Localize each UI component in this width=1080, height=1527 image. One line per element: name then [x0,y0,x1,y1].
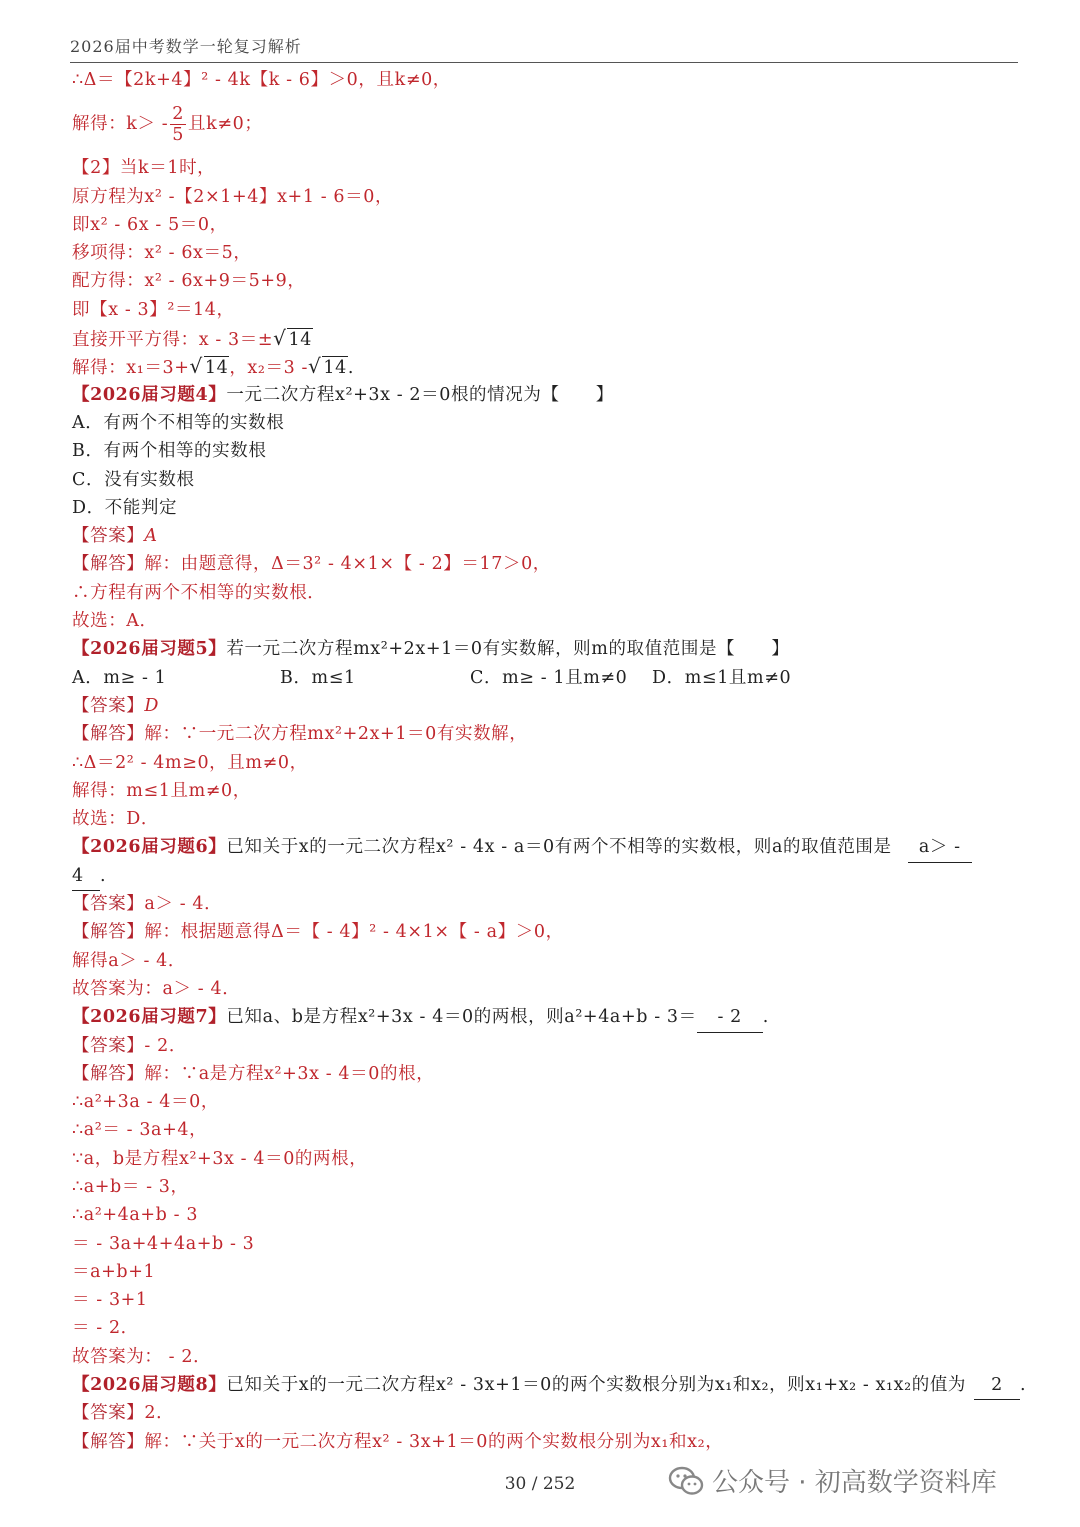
text-segment: ，x₂＝3 - [229,358,309,379]
answer-blank: 4 [72,862,100,891]
answer-line [72,890,1012,918]
answer-value: D [144,695,160,716]
fraction-numerator: 2 [172,104,185,125]
solution-line [72,1428,1012,1456]
answer-value: 2． [144,1403,175,1424]
solution-line: 故选：D． [72,809,160,830]
text-line: 移项得：x² - 6x＝5， [72,243,252,264]
solution-line: ∴方程有两个不相等的实数根． [72,582,326,603]
solution-line [72,918,1012,946]
question-label: 【2026届习题7】 [72,1007,227,1028]
answer-value: a＞ - 4． [144,894,223,915]
sqrt-icon: √ [273,326,287,351]
option-c: C．没有实数根 [72,469,195,490]
solution-text: 解：由题意得，Δ＝3² - 4×1×【 - 2】＝17＞0， [144,554,551,575]
solution-line [72,550,1012,578]
solution-label: 【解答】 [72,1063,145,1084]
text-segment: . [1020,1375,1027,1396]
solution-line: 解得a＞ - 4． [72,950,187,971]
options-row [72,664,1012,692]
solution-label: 【解答】 [72,724,145,745]
answer-value: - 2． [144,1035,187,1056]
text-line: 配方得：x² - 6x+9＝5+9， [72,271,306,292]
answer-line [72,522,1012,550]
option-d: D．不能判定 [72,497,178,518]
text-segment: . [347,358,355,379]
question-stem: 若一元二次方程mx²+2x+1＝0有实数解，则m的取值范围是【 】 [226,639,790,660]
answer-line [72,692,1012,720]
answer-label: 【答案】 [72,1403,145,1424]
question-label: 【2026届习题4】 [72,384,227,405]
answer-line [72,1032,1012,1060]
watermark [668,1462,997,1499]
question-stem: 已知关于x的一元二次方程x² - 3x+1＝0的两个实数根分别为x₁和x₂，则x₁+x₂ - x₁x₂的值为 [226,1375,967,1396]
text-line: 即x² - 6x - 5＝0， [72,214,228,235]
watermark-text: 公众号 · 初高数学资料库 [712,1468,997,1498]
question-stem: 已知关于x的一元二次方程x² - 4x - a＝0有两个不相等的实数根，则a的取值范围是 [226,837,892,858]
answer-label: 【答案】 [72,695,145,716]
answer-label: 【答案】 [72,1035,145,1056]
text-line-sqrt [72,352,1012,380]
fraction-denominator: 5 [172,125,185,146]
solution-line: ＝ - 3+1 [72,1290,148,1311]
answer-blank: - 2 [697,1003,763,1032]
text-segment: . [100,865,107,886]
solution-line: ∴a²+4a+b - 3 [72,1205,199,1226]
solution-line: 解得：m≤1且m≠0， [72,780,251,801]
solution-text: 解：根据题意得Δ＝【 - 4】² - 4×1×【 - a】＞0， [144,922,564,943]
solution-text: 解：∵关于x的一元二次方程x² - 3x+1＝0的两个实数根分别为x₁和x₂， [144,1431,724,1452]
solution-line: 故答案为： - 2． [72,1346,212,1367]
solution-line: ＝ - 2． [72,1318,139,1339]
sqrt-icon: √ [308,354,322,379]
question-5 [72,635,1012,663]
solution-line: ∴a²＝ - 3a+4， [72,1120,208,1141]
answer-label: 【答案】 [72,894,145,915]
sqrt-icon: √ [189,354,203,379]
answer-line [72,1399,1012,1427]
answer-blank: a＞ - [908,833,972,862]
solution-line [72,1060,1012,1088]
text-segment: 解得：k＞ - [72,114,169,135]
text-line: ∴Δ＝【2k+4】² - 4k【k - 6】＞0，且k≠0， [72,70,451,90]
question-6 [72,833,1012,861]
document-body [72,66,1027,1456]
solution-line: ∵a，b是方程x²+3x - 4＝0的两根， [72,1148,368,1169]
solution-label: 【解答】 [72,1431,145,1452]
radicand: 14 [204,358,229,379]
wechat-icon [668,1466,704,1496]
solution-line [72,720,1012,748]
text-segment: 直接开平方得：x - 3＝± [72,330,274,351]
question-6-continued [72,862,1012,890]
question-7 [72,1003,1012,1031]
text-line-fraction [72,94,1012,154]
solution-label: 【解答】 [72,922,145,943]
solution-line: ∴Δ＝2² - 4m≥0，且m≠0， [72,752,308,773]
radicand: 14 [288,330,312,351]
solution-text: 解：∵a是方程x²+3x - 4＝0的根， [144,1063,435,1084]
question-label: 【2026届习题5】 [72,639,227,660]
page-number: 30 / 252 [504,1474,576,1494]
text-line: 原方程为x² -【2×1+4】x+1 - 6＝0， [72,186,394,207]
option-c: C．m≥ - 1且m≠0 [470,667,628,688]
question-8 [72,1371,1027,1399]
solution-line: ∴a²+3a - 4＝0， [72,1092,219,1113]
question-4 [72,381,1012,409]
solution-line: ＝ - 3a+4+4a+b - 3 [72,1233,255,1254]
question-stem: 已知a、b是方程x²+3x - 4＝0的两根，则a²+4a+b - 3＝ [226,1007,697,1028]
page-header: 2026届中考数学一轮复习解析 [70,34,1018,63]
text-segment: . [762,1007,769,1028]
solution-line: ∴a+b＝ - 3， [72,1176,189,1197]
option-d: D．m≤1且m≠0 [652,667,792,688]
option-a: A．m≥ - 1 [72,667,167,688]
answer-value: A [144,526,158,547]
option-b: B．有两个相等的实数根 [72,441,267,462]
question-stem: 一元二次方程x²+3x - 2＝0根的情况为【 】 [226,384,614,405]
solution-line: ＝a+b+1 [72,1261,156,1282]
fraction [170,104,186,145]
text-line: 【2】当k＝1时， [72,158,216,179]
option-a: A．有两个不相等的实数根 [72,412,285,433]
question-label: 【2026届习题6】 [72,837,227,858]
option-b: B．m≤1 [280,667,356,688]
text-segment: 且k≠0； [188,114,263,135]
answer-label: 【答案】 [72,526,145,547]
solution-line: 故选：A． [72,611,158,632]
text-line: 即【x - 3】²＝14， [72,299,235,320]
question-label: 【2026届习题8】 [72,1375,227,1396]
solution-text: 解：∵一元二次方程mx²+2x+1＝0有实数解， [144,724,528,745]
solution-line: 故答案为：a＞ - 4． [72,978,241,999]
text-line-sqrt [72,324,1012,352]
radicand: 14 [323,358,347,379]
solution-label: 【解答】 [72,554,145,575]
answer-blank: 2 [974,1371,1020,1400]
text-segment: 解得：x₁＝3+ [72,358,190,379]
